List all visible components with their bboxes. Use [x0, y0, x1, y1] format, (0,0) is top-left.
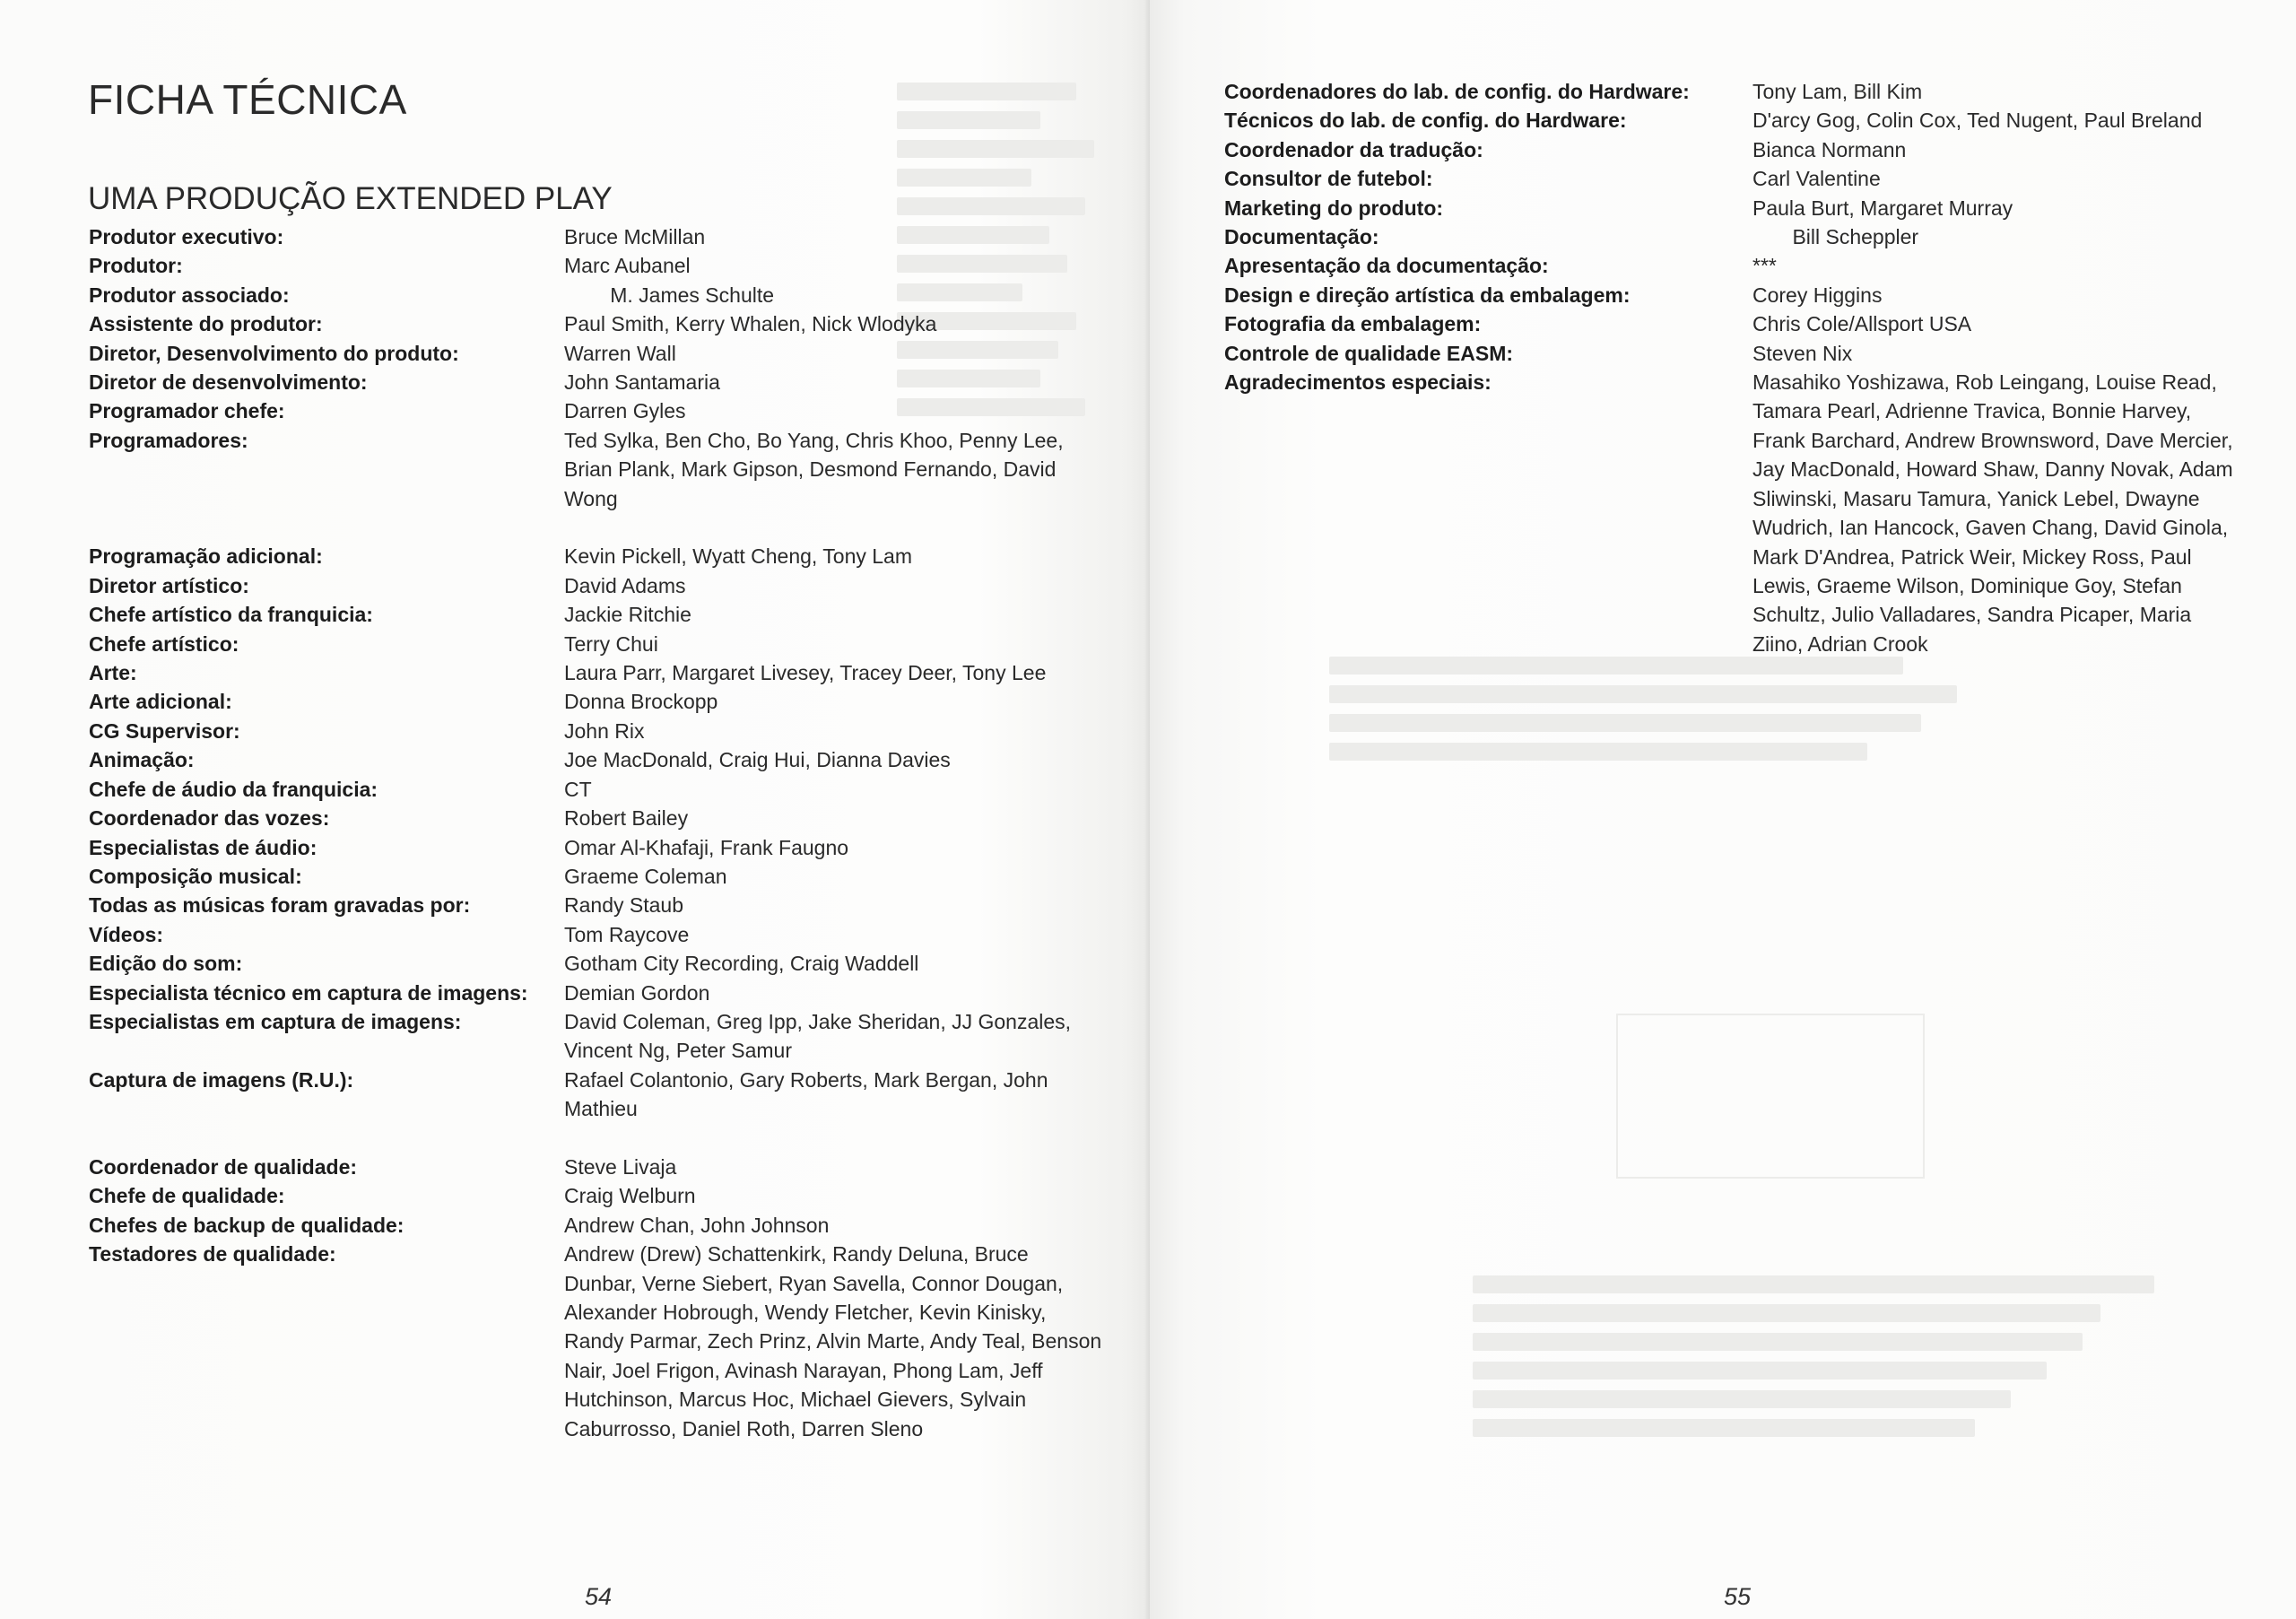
credit-role: Chefe artístico da franquicia:	[89, 603, 373, 627]
credit-row	[89, 1211, 1129, 1240]
credit-row	[89, 251, 1129, 280]
credit-row	[1224, 164, 2256, 193]
credit-role: Composição musical:	[89, 864, 302, 888]
credit-names: Graeme Coleman	[564, 864, 727, 888]
credit-role: Produtor executivo:	[89, 225, 284, 248]
credit-names: D'arcy Gog, Colin Cox, Ted Nugent, Paul Breland	[1752, 109, 2203, 133]
credit-row	[89, 862, 1129, 891]
credit-names: Kevin Pickell, Wyatt Cheng, Tony Lam	[564, 544, 912, 569]
credit-names: Paul Smith, Kerry Whalen, Nick Wlodyka	[564, 312, 937, 336]
credit-row	[89, 687, 1129, 716]
credit-role: Arte:	[89, 661, 137, 685]
credit-names: Marc Aubanel	[564, 254, 691, 278]
credit-role: Especialistas de áudio:	[89, 835, 317, 859]
credit-role: Especialista técnico em captura de imagens:	[89, 980, 528, 1005]
credit-row	[89, 426, 1129, 513]
credit-row	[89, 833, 1129, 862]
credit-role: Apresentação da documentação:	[1224, 254, 1549, 278]
credit-row	[89, 979, 1129, 1007]
credit-names: Andrew Chan, John Johnson	[564, 1213, 830, 1237]
credit-row	[89, 1007, 1129, 1066]
credit-row	[1224, 77, 2256, 106]
credit-row	[1224, 222, 2256, 251]
credit-role: Especialistas em captura de imagens:	[89, 1009, 462, 1033]
credit-names: Steve Livaja	[564, 1154, 677, 1179]
credit-names: Joe MacDonald, Craig Hui, Dianna Davies	[564, 748, 951, 772]
credit-role: Animação:	[89, 748, 195, 772]
credit-names: Chris Cole/Allsport USA	[1752, 312, 1972, 336]
right-page	[1150, 0, 2296, 1619]
credit-names: Tom Raycove	[564, 922, 690, 946]
credit-row	[89, 571, 1129, 600]
credit-row	[89, 745, 1129, 774]
credit-row	[89, 658, 1129, 687]
credit-role: Fotografia da embalagem:	[1224, 312, 1482, 336]
credit-row	[1224, 251, 2256, 280]
credit-role: Programador chefe:	[89, 399, 285, 423]
credit-names: Rafael Colantonio, Gary Roberts, Mark Bergan, John Mathieu	[564, 1067, 1048, 1121]
credit-role: Edição do som:	[89, 952, 243, 976]
credit-row	[89, 281, 1129, 309]
credit-role: Coordenador de qualidade:	[89, 1154, 358, 1179]
credit-role: Produtor associado:	[89, 283, 290, 307]
credit-names: John Santamaria	[564, 370, 720, 395]
credit-names: Bruce McMillan	[564, 225, 706, 248]
credit-names: Bianca Normann	[1752, 137, 1907, 161]
credit-row	[1224, 368, 2256, 658]
credit-row	[89, 339, 1129, 368]
credit-row	[89, 920, 1129, 949]
credit-names: Carl Valentine	[1752, 167, 1881, 191]
show-through-text	[1473, 1265, 2208, 1448]
credit-role: Diretor de desenvolvimento:	[89, 370, 368, 395]
credit-role: Agradecimentos especiais:	[1224, 370, 1492, 395]
page-number: 54	[585, 1583, 613, 1610]
credit-role: Produtor:	[89, 254, 183, 278]
credit-names: Steven Nix	[1752, 341, 1853, 365]
credit-role: Assistente do produtor:	[89, 312, 323, 336]
credit-names: M. James Schulte	[610, 283, 775, 307]
page-number: 55	[1724, 1583, 1752, 1610]
credit-row	[89, 396, 1129, 425]
credit-names: Masahiko Yoshizawa, Rob Leingang, Louise Read, Tamara Pearl, Adrienne Travica, Bonnie Harvey, Frank Barchard, Andrew Brownsword, Dave Mercier, Jay MacDonald, Howard Shaw, Danny Novak, Adam Sliwinski, Masaru Tamura, Yanick Lebel, Dwayne Wudrich, Ian Hancock, Gaven Chang, David Ginola, Mark D'Andrea, Patrick Weir, Mickey Ross, Paul Lewis, Graeme Wilson, Dominique Goy, Stefan Schultz, Julio Valladares, Sandra Picaper, Maria Ziino, Adrian Crook	[1752, 370, 2233, 656]
credit-role: Documentação:	[1224, 225, 1379, 249]
page-title: FICHA TÉCNICA	[88, 76, 407, 123]
credit-role: Coordenadores do lab. de config. do Hardware:	[1224, 80, 1690, 103]
credit-names: Robert Bailey	[564, 806, 689, 831]
credit-role: CG Supervisor:	[89, 718, 240, 743]
credit-names: Donna Brockopp	[564, 690, 718, 714]
credit-row	[1224, 135, 2256, 164]
credit-row	[89, 309, 1129, 338]
credit-names: Demian Gordon	[564, 980, 710, 1005]
credits-list-left	[89, 222, 1129, 1443]
credit-role: Vídeos:	[89, 922, 164, 946]
credit-role: Consultor de futebol:	[1224, 167, 1433, 191]
credit-row	[89, 804, 1129, 832]
credit-role: Chefe de áudio da franquicia:	[89, 777, 378, 801]
credit-role: Captura de imagens (R.U.):	[89, 1067, 354, 1092]
credit-row	[89, 368, 1129, 396]
credit-role: Arte adicional:	[89, 690, 232, 714]
credit-names: Jackie Ritchie	[564, 603, 691, 627]
credit-row	[89, 542, 1129, 570]
credit-row	[89, 630, 1129, 658]
credit-names: Darren Gyles	[564, 399, 686, 423]
credit-row	[89, 949, 1129, 978]
credit-names: Omar Al-Khafaji, Frank Faugno	[564, 835, 849, 859]
credit-names: Tony Lam, Bill Kim	[1752, 80, 1923, 103]
credit-row	[89, 717, 1129, 745]
credit-names: Andrew (Drew) Schattenkirk, Randy Deluna, Bruce Dunbar, Verne Siebert, Ryan Savella, Connor Dougan, Alexander Hobrough, Wendy Fletcher, Kevin Kinisky, Randy Parmar, Zech Prinz, Alvin Marte, Andy Teal, Benson Nair, Joel Frigon, Avinash Narayan, Phong Lam, Jeff Hutchinson, Marcus Hoc, Michael Gievers, Sylvain Caburrosso, Daniel Roth, Darren Sleno	[564, 1242, 1102, 1441]
credit-row	[1224, 106, 2256, 135]
credit-names: David Adams	[564, 573, 686, 597]
credit-names: Corey Higgins	[1752, 283, 1883, 307]
credit-names: Ted Sylka, Ben Cho, Bo Yang, Chris Khoo, Penny Lee, Brian Plank, Mark Gipson, Desmond Fernando, David Wong	[564, 428, 1064, 510]
credit-row	[1224, 309, 2256, 338]
credit-names: David Coleman, Greg Ipp, Jake Sheridan, JJ Gonzales, Vincent Ng, Peter Samur	[564, 1009, 1072, 1063]
credit-names: Laura Parr, Margaret Livesey, Tracey Deer, Tony Lee	[564, 661, 1047, 685]
credit-row	[89, 600, 1129, 629]
credit-row	[1224, 339, 2256, 368]
credit-row	[1224, 281, 2256, 309]
credit-row	[89, 891, 1129, 919]
credit-role: Chefes de backup de qualidade:	[89, 1213, 404, 1237]
credit-role: Controle de qualidade EASM:	[1224, 341, 1514, 365]
credits-list-right	[1224, 77, 2256, 658]
show-through-box	[1616, 1014, 1925, 1179]
credit-names: Paula Burt, Margaret Murray	[1752, 196, 2013, 220]
credit-role: Coordenador da tradução:	[1224, 137, 1483, 161]
credit-role: Todas as músicas foram gravadas por:	[89, 893, 471, 918]
credit-role: Programação adicional:	[89, 544, 323, 569]
credit-names: CT	[564, 777, 592, 801]
credit-names: Randy Staub	[564, 893, 683, 918]
credit-role: Marketing do produto:	[1224, 196, 1444, 220]
credit-row	[89, 222, 1129, 251]
credit-row	[89, 1153, 1129, 1181]
credit-row	[89, 1181, 1129, 1210]
credit-role: Design e direção artística da embalagem:	[1224, 283, 1631, 307]
credit-role: Chefe de qualidade:	[89, 1184, 285, 1208]
credit-role: Diretor artístico:	[89, 573, 249, 597]
credit-role: Testadores de qualidade:	[89, 1242, 336, 1266]
credit-role: Técnicos do lab. de config. do Hardware:	[1224, 109, 1627, 133]
credit-names: Warren Wall	[564, 341, 676, 365]
credit-role: Diretor, Desenvolvimento do produto:	[89, 341, 459, 365]
show-through-text	[1329, 646, 1975, 771]
production-subtitle: UMA PRODUÇÃO EXTENDED PLAY	[88, 181, 613, 216]
credit-names: Craig Welburn	[564, 1184, 696, 1208]
credit-row	[89, 1066, 1129, 1124]
credit-role: Programadores:	[89, 428, 248, 452]
credit-names: Terry Chui	[564, 631, 658, 656]
credit-row	[89, 775, 1129, 804]
credit-row	[1224, 194, 2256, 222]
credit-names: Bill Scheppler	[1792, 225, 1919, 249]
credit-names: John Rix	[564, 718, 645, 743]
credit-names: Gotham City Recording, Craig Waddell	[564, 952, 919, 976]
credit-row	[89, 1240, 1129, 1443]
credit-names: ***	[1752, 254, 1777, 278]
credit-role: Chefe artístico:	[89, 631, 239, 656]
credit-role: Coordenador das vozes:	[89, 806, 330, 831]
